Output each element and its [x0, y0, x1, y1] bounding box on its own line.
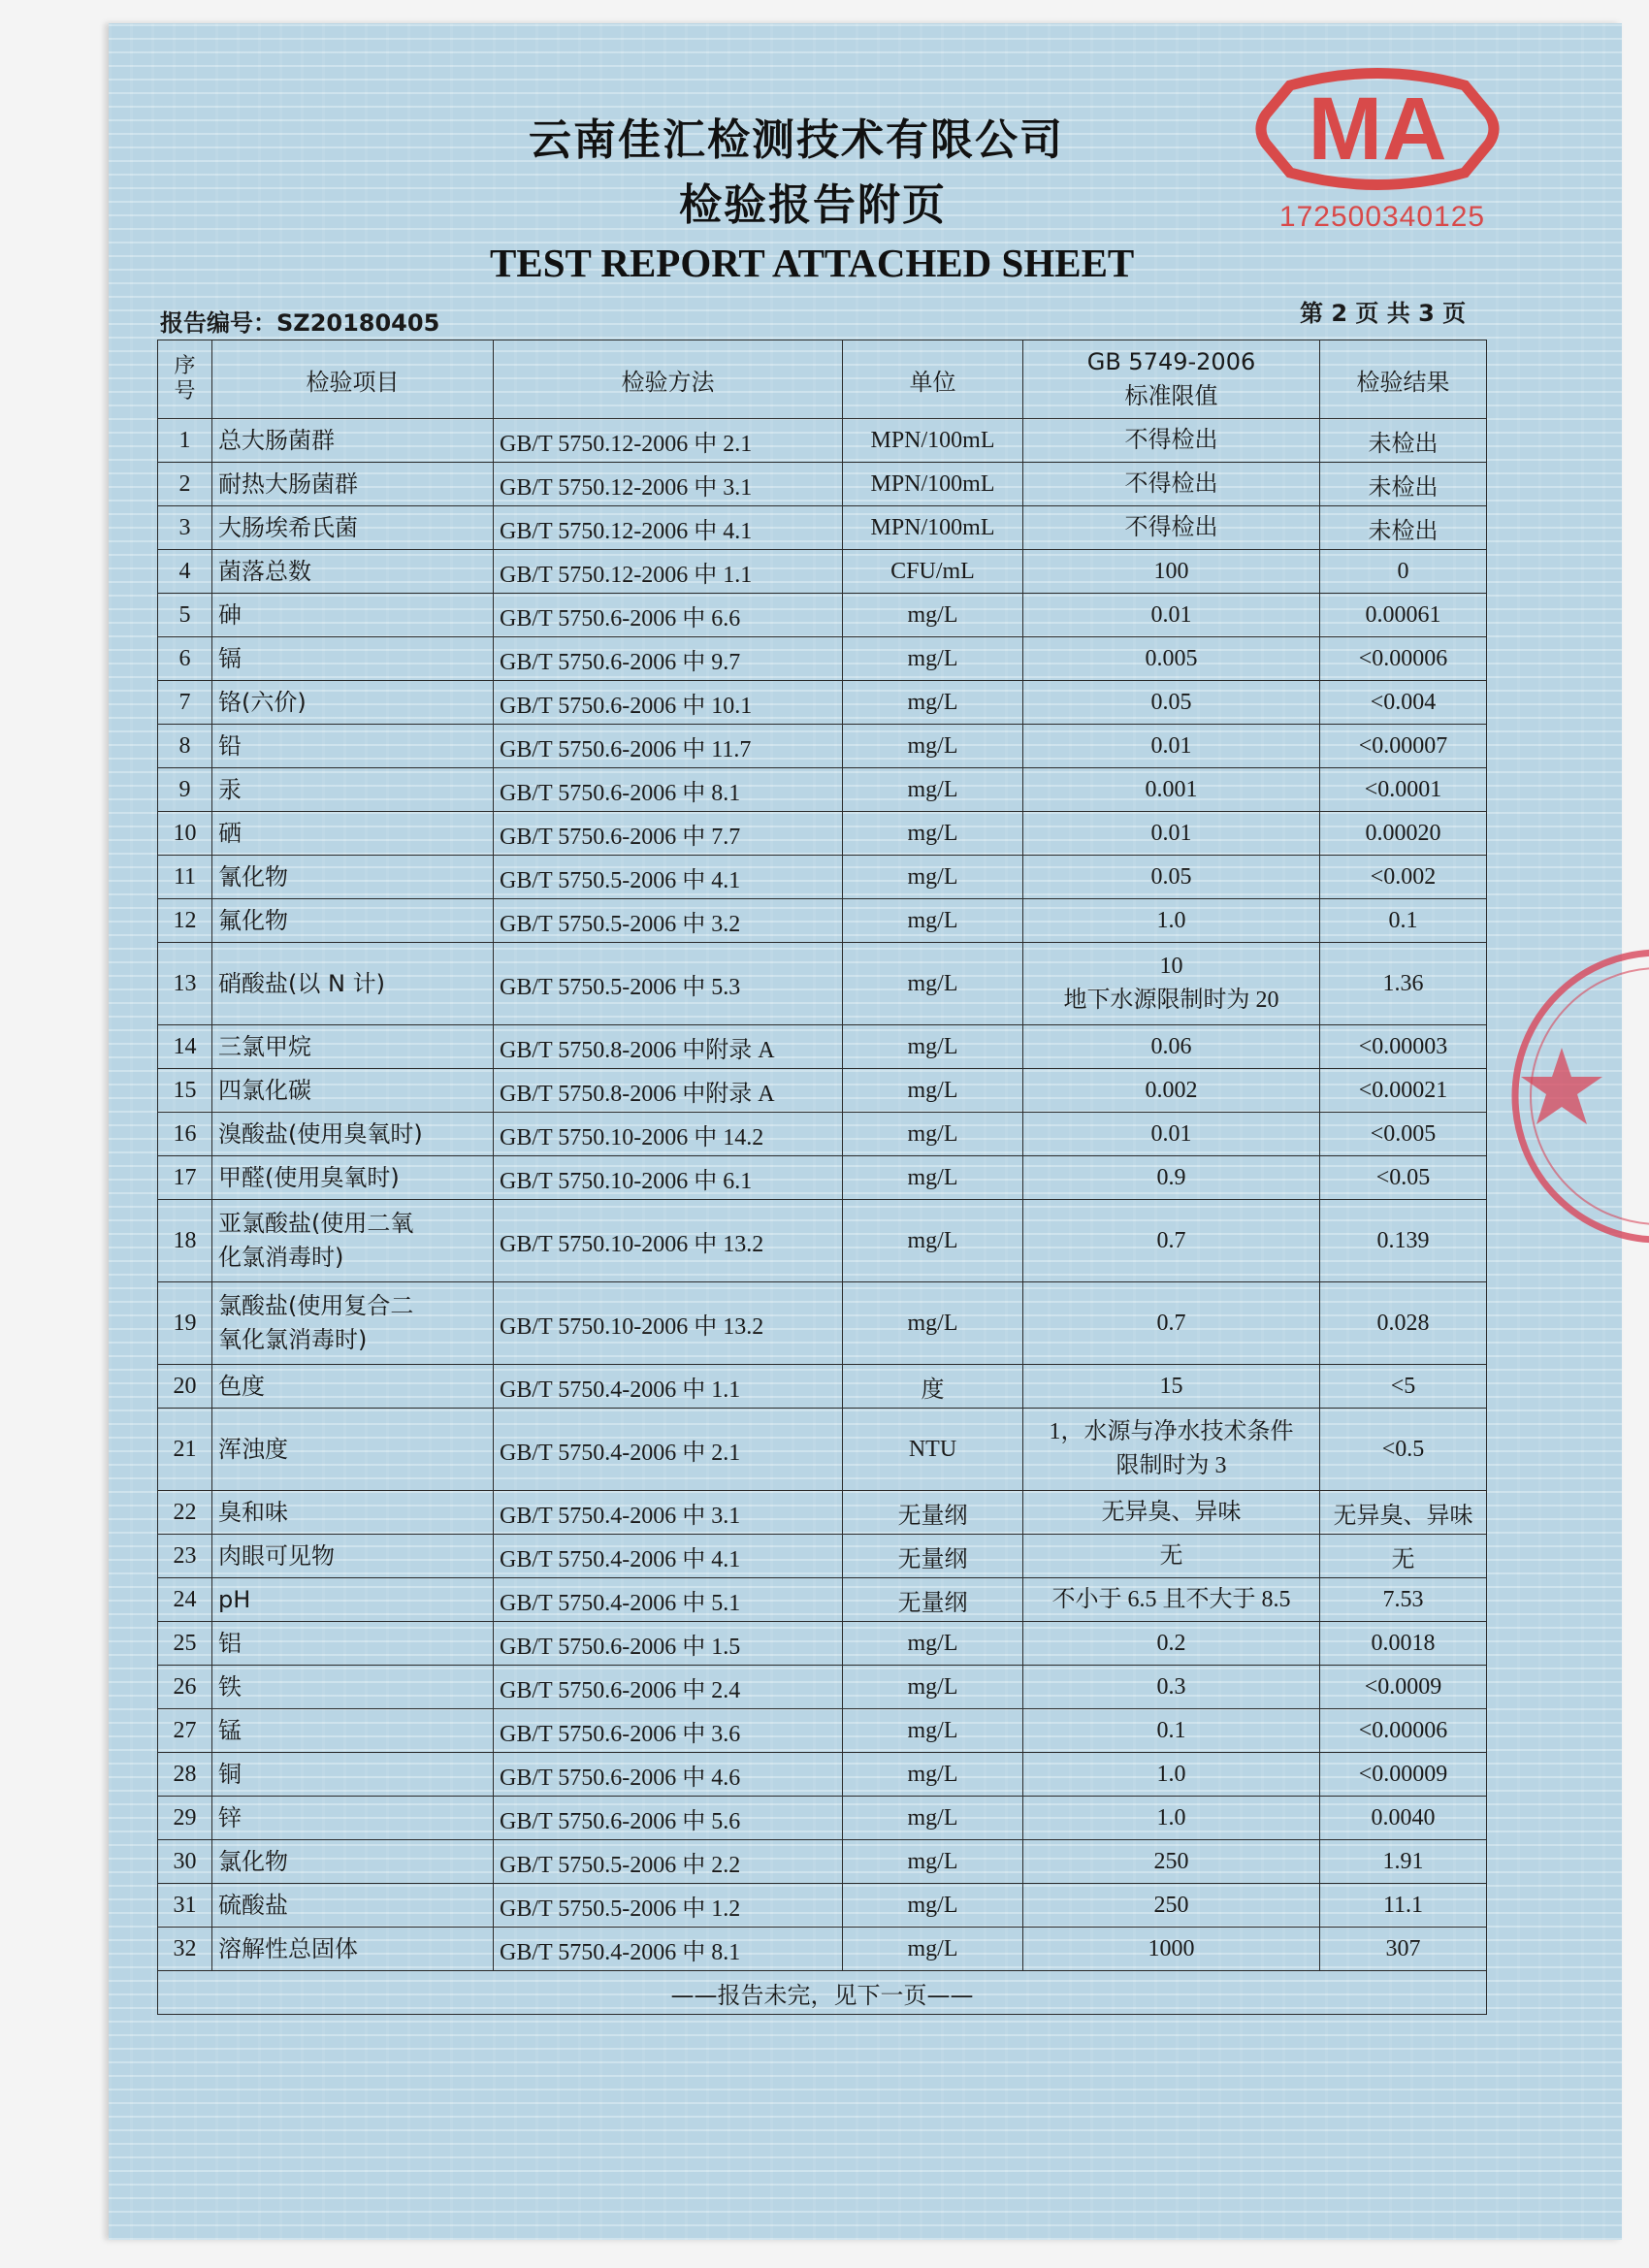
cell-result: 7.53 [1320, 1578, 1487, 1622]
cell-method: GB/T 5750.4-2006 中 2.1 [494, 1409, 843, 1491]
cell-item: 铬(六价) [212, 681, 494, 725]
cell-unit: 无量纲 [843, 1535, 1023, 1578]
table-row [158, 681, 1487, 725]
cell-unit: mg/L [843, 1709, 1023, 1753]
cell-no: 32 [158, 1928, 212, 1971]
cell-result: 0.00020 [1320, 812, 1487, 856]
table-row [158, 1884, 1487, 1928]
cell-method: GB/T 5750.6-2006 中 7.7 [494, 812, 843, 856]
table-row [158, 1928, 1487, 1971]
cell-method: GB/T 5750.6-2006 中 2.4 [494, 1666, 843, 1709]
cell-item: pH [212, 1578, 494, 1622]
cell-limit: 1.0 [1023, 1797, 1320, 1840]
table-row [158, 812, 1487, 856]
cell-item: 硝酸盐(以 N 计) [212, 943, 494, 1025]
cell-no: 4 [158, 550, 212, 594]
table-row [158, 856, 1487, 899]
cell-no: 29 [158, 1797, 212, 1840]
cell-limit: 0.01 [1023, 594, 1320, 637]
table-row [158, 1365, 1487, 1409]
cell-limit: 0.001 [1023, 768, 1320, 812]
cell-unit: mg/L [843, 768, 1023, 812]
col-header-unit: 单位 [843, 340, 1023, 419]
cell-result: 0.028 [1320, 1282, 1487, 1365]
cell-limit: 0.06 [1023, 1025, 1320, 1069]
cell-item: 镉 [212, 637, 494, 681]
table-row [158, 899, 1487, 943]
cell-limit: 0.002 [1023, 1069, 1320, 1113]
cell-result: <5 [1320, 1365, 1487, 1409]
table-row [158, 506, 1487, 550]
cell-no: 2 [158, 463, 212, 506]
table-row [158, 1409, 1487, 1491]
cell-item: 总大肠菌群 [212, 419, 494, 463]
cell-item: 菌落总数 [212, 550, 494, 594]
cell-no: 20 [158, 1365, 212, 1409]
cell-no: 12 [158, 899, 212, 943]
cell-no: 21 [158, 1409, 212, 1491]
cma-mark-logo [1251, 66, 1504, 192]
table-row [158, 1200, 1487, 1282]
cell-result: 0.00061 [1320, 594, 1487, 637]
table-row [158, 550, 1487, 594]
cell-limit: 0.7 [1023, 1282, 1320, 1365]
cell-limit: 无 [1023, 1535, 1320, 1578]
cell-no: 3 [158, 506, 212, 550]
cell-method: GB/T 5750.6-2006 中 8.1 [494, 768, 843, 812]
cell-no: 1 [158, 419, 212, 463]
cell-limit: 0.05 [1023, 856, 1320, 899]
cell-method: GB/T 5750.12-2006 中 4.1 [494, 506, 843, 550]
cell-unit: 度 [843, 1365, 1023, 1409]
cell-unit: mg/L [843, 681, 1023, 725]
cell-no: 18 [158, 1200, 212, 1282]
cell-result: 0.1 [1320, 899, 1487, 943]
cell-no: 16 [158, 1113, 212, 1156]
table-row [158, 1797, 1487, 1840]
cell-result: 1.91 [1320, 1840, 1487, 1884]
page-counter: 第 2 页 共 3 页 [1300, 300, 1467, 327]
cell-unit: NTU [843, 1409, 1023, 1491]
table-row [158, 463, 1487, 506]
cell-limit: 不小于 6.5 且不大于 8.5 [1023, 1578, 1320, 1622]
table-row [158, 725, 1487, 768]
test-results-table [157, 340, 1487, 2015]
cell-method: GB/T 5750.6-2006 中 6.6 [494, 594, 843, 637]
cell-result: <0.00021 [1320, 1069, 1487, 1113]
cell-unit: 无量纲 [843, 1491, 1023, 1535]
table-row [158, 1156, 1487, 1200]
cell-limit: 0.7 [1023, 1200, 1320, 1282]
cell-limit: 不得检出 [1023, 419, 1320, 463]
cell-item: 三氯甲烷 [212, 1025, 494, 1069]
cell-result: <0.5 [1320, 1409, 1487, 1491]
table-row [158, 419, 1487, 463]
cell-limit: 250 [1023, 1884, 1320, 1928]
cell-limit: 0.2 [1023, 1622, 1320, 1666]
cell-item: 锰 [212, 1709, 494, 1753]
cell-limit: 0.1 [1023, 1709, 1320, 1753]
cell-item: 溶解性总固体 [212, 1928, 494, 1971]
cell-no: 23 [158, 1535, 212, 1578]
page-subtitle: 检验报告附页 [679, 180, 947, 230]
cell-result: 0.139 [1320, 1200, 1487, 1282]
cell-method: GB/T 5750.12-2006 中 2.1 [494, 419, 843, 463]
cell-item: 铁 [212, 1666, 494, 1709]
cell-unit: mg/L [843, 1666, 1023, 1709]
cell-unit: mg/L [843, 1753, 1023, 1797]
cell-result: 无异臭、异味 [1320, 1491, 1487, 1535]
cell-unit: mg/L [843, 899, 1023, 943]
cell-item: 甲醛(使用臭氧时) [212, 1156, 494, 1200]
cell-limit: 100 [1023, 550, 1320, 594]
cell-result: <0.00009 [1320, 1753, 1487, 1797]
col-header-limit: GB 5749-2006 标准限值 [1023, 340, 1320, 419]
cell-unit: mg/L [843, 1025, 1023, 1069]
cell-method: GB/T 5750.6-2006 中 3.6 [494, 1709, 843, 1753]
cell-method: GB/T 5750.12-2006 中 3.1 [494, 463, 843, 506]
cell-limit: 15 [1023, 1365, 1320, 1409]
cell-method: GB/T 5750.10-2006 中 6.1 [494, 1156, 843, 1200]
cell-unit: mg/L [843, 1113, 1023, 1156]
company-name: 云南佳汇检测技术有限公司 [529, 115, 1064, 165]
cell-no: 31 [158, 1884, 212, 1928]
report-number-label: 报告编号： [160, 309, 276, 337]
ma-certificate-number: 172500340125 [1278, 201, 1486, 233]
cell-result: <0.004 [1320, 681, 1487, 725]
cell-result: <0.005 [1320, 1113, 1487, 1156]
cell-result: 0.0040 [1320, 1797, 1487, 1840]
cell-item: 四氯化碳 [212, 1069, 494, 1113]
cell-unit: mg/L [843, 637, 1023, 681]
table-row [158, 637, 1487, 681]
cell-method: GB/T 5750.4-2006 中 4.1 [494, 1535, 843, 1578]
cell-method: GB/T 5750.6-2006 中 9.7 [494, 637, 843, 681]
cell-no: 14 [158, 1025, 212, 1069]
cell-result: <0.00006 [1320, 637, 1487, 681]
table-row [158, 1666, 1487, 1709]
cell-result: 0.0018 [1320, 1622, 1487, 1666]
cell-method: GB/T 5750.4-2006 中 5.1 [494, 1578, 843, 1622]
cell-method: GB/T 5750.8-2006 中附录 A [494, 1069, 843, 1113]
cell-unit: mg/L [843, 812, 1023, 856]
cell-unit: 无量纲 [843, 1578, 1023, 1622]
cell-unit: mg/L [843, 594, 1023, 637]
cell-method: GB/T 5750.5-2006 中 1.2 [494, 1884, 843, 1928]
cell-limit: 1000 [1023, 1928, 1320, 1971]
cell-item: 锌 [212, 1797, 494, 1840]
cell-no: 24 [158, 1578, 212, 1622]
continued-note: ——报告未完，见下一页—— [158, 1971, 1487, 2015]
cell-item: 硫酸盐 [212, 1884, 494, 1928]
table-row [158, 594, 1487, 637]
cell-method: GB/T 5750.5-2006 中 2.2 [494, 1840, 843, 1884]
cell-item: 大肠埃希氏菌 [212, 506, 494, 550]
cell-no: 27 [158, 1709, 212, 1753]
cell-item: 溴酸盐(使用臭氧时) [212, 1113, 494, 1156]
cell-item: 氯化物 [212, 1840, 494, 1884]
cell-no: 26 [158, 1666, 212, 1709]
cell-unit: mg/L [843, 725, 1023, 768]
cell-unit: MPN/100mL [843, 506, 1023, 550]
cell-unit: mg/L [843, 943, 1023, 1025]
cell-method: GB/T 5750.10-2006 中 13.2 [494, 1282, 843, 1365]
cell-result: 未检出 [1320, 506, 1487, 550]
cell-item: 硒 [212, 812, 494, 856]
table-row [158, 1622, 1487, 1666]
table-body [158, 419, 1487, 1971]
cell-result: 11.1 [1320, 1884, 1487, 1928]
cell-limit: 1.0 [1023, 899, 1320, 943]
table-row [158, 1113, 1487, 1156]
cell-unit: mg/L [843, 1884, 1023, 1928]
cell-limit: 10 地下水源限制时为 20 [1023, 943, 1320, 1025]
cell-item: 铝 [212, 1622, 494, 1666]
cell-unit: CFU/mL [843, 550, 1023, 594]
page-title-en: TEST REPORT ATTACHED SHEET [490, 241, 1135, 285]
cell-result: <0.05 [1320, 1156, 1487, 1200]
cell-no: 30 [158, 1840, 212, 1884]
col-header-no: 序 号 [158, 340, 212, 419]
cell-no: 6 [158, 637, 212, 681]
cell-no: 17 [158, 1156, 212, 1200]
cell-item: 铜 [212, 1753, 494, 1797]
cell-method: GB/T 5750.6-2006 中 4.6 [494, 1753, 843, 1797]
cell-unit: mg/L [843, 1069, 1023, 1113]
cell-method: GB/T 5750.5-2006 中 5.3 [494, 943, 843, 1025]
cell-result: 0 [1320, 550, 1487, 594]
cell-method: GB/T 5750.10-2006 中 13.2 [494, 1200, 843, 1282]
cell-method: GB/T 5750.5-2006 中 4.1 [494, 856, 843, 899]
table-row [158, 1282, 1487, 1365]
cell-method: GB/T 5750.4-2006 中 1.1 [494, 1365, 843, 1409]
table-row [158, 1025, 1487, 1069]
cell-result: 307 [1320, 1928, 1487, 1971]
cell-unit: mg/L [843, 1797, 1023, 1840]
cell-limit: 0.005 [1023, 637, 1320, 681]
cell-method: GB/T 5750.4-2006 中 3.1 [494, 1491, 843, 1535]
report-number-value: SZ20180405 [276, 309, 440, 337]
cell-item: 氰化物 [212, 856, 494, 899]
cell-limit: 无异臭、异味 [1023, 1491, 1320, 1535]
ma-mark-text: MA [1308, 80, 1447, 178]
cell-item: 臭和味 [212, 1491, 494, 1535]
cell-unit: MPN/100mL [843, 463, 1023, 506]
cell-unit: mg/L [843, 1200, 1023, 1282]
cell-limit: 0.3 [1023, 1666, 1320, 1709]
cell-result: 未检出 [1320, 463, 1487, 506]
company-seal-stamp [1494, 946, 1649, 1247]
cell-limit: 不得检出 [1023, 506, 1320, 550]
cell-result: <0.00007 [1320, 725, 1487, 768]
table-header-row [158, 340, 1487, 419]
col-header-item: 检验项目 [212, 340, 494, 419]
cell-limit: 0.01 [1023, 812, 1320, 856]
cell-no: 13 [158, 943, 212, 1025]
table-row [158, 1709, 1487, 1753]
cell-method: GB/T 5750.12-2006 中 1.1 [494, 550, 843, 594]
cell-method: GB/T 5750.6-2006 中 5.6 [494, 1797, 843, 1840]
cell-method: GB/T 5750.6-2006 中 11.7 [494, 725, 843, 768]
cell-unit: mg/L [843, 1840, 1023, 1884]
cell-item: 氟化物 [212, 899, 494, 943]
cell-no: 8 [158, 725, 212, 768]
cell-result: 未检出 [1320, 419, 1487, 463]
cell-unit: MPN/100mL [843, 419, 1023, 463]
cell-limit: 0.01 [1023, 725, 1320, 768]
cell-unit: mg/L [843, 1622, 1023, 1666]
cell-limit: 0.01 [1023, 1113, 1320, 1156]
cell-unit: mg/L [843, 856, 1023, 899]
cell-no: 10 [158, 812, 212, 856]
cell-unit: mg/L [843, 1928, 1023, 1971]
cell-item: 浑浊度 [212, 1409, 494, 1491]
table-row [158, 1535, 1487, 1578]
cell-no: 7 [158, 681, 212, 725]
cell-result: <0.0009 [1320, 1666, 1487, 1709]
cell-result: <0.0001 [1320, 768, 1487, 812]
cell-limit: 0.9 [1023, 1156, 1320, 1200]
cell-unit: mg/L [843, 1156, 1023, 1200]
col-header-method: 检验方法 [494, 340, 843, 419]
cell-no: 22 [158, 1491, 212, 1535]
cell-method: GB/T 5750.4-2006 中 8.1 [494, 1928, 843, 1971]
cell-no: 19 [158, 1282, 212, 1365]
cell-limit: 1.0 [1023, 1753, 1320, 1797]
cell-no: 25 [158, 1622, 212, 1666]
cell-no: 9 [158, 768, 212, 812]
table-row [158, 1491, 1487, 1535]
col-header-result: 检验结果 [1320, 340, 1487, 419]
table-row [158, 768, 1487, 812]
cell-method: GB/T 5750.10-2006 中 14.2 [494, 1113, 843, 1156]
cell-limit: 250 [1023, 1840, 1320, 1884]
table-row [158, 1069, 1487, 1113]
cell-method: GB/T 5750.5-2006 中 3.2 [494, 899, 843, 943]
cell-result: <0.00006 [1320, 1709, 1487, 1753]
table-row [158, 1578, 1487, 1622]
cell-method: GB/T 5750.6-2006 中 1.5 [494, 1622, 843, 1666]
cell-no: 11 [158, 856, 212, 899]
cell-item: 肉眼可见物 [212, 1535, 494, 1578]
report-number [160, 304, 439, 338]
cell-method: GB/T 5750.6-2006 中 10.1 [494, 681, 843, 725]
cell-item: 铅 [212, 725, 494, 768]
cell-limit: 1，水源与净水技术条件 限制时为 3 [1023, 1409, 1320, 1491]
cell-item: 耐热大肠菌群 [212, 463, 494, 506]
cell-item: 氯酸盐(使用复合二 氧化氯消毒时) [212, 1282, 494, 1365]
table-footer-row [158, 1971, 1487, 2015]
cell-result: 无 [1320, 1535, 1487, 1578]
cell-result: <0.00003 [1320, 1025, 1487, 1069]
cell-item: 亚氯酸盐(使用二氧 化氯消毒时) [212, 1200, 494, 1282]
cell-item: 色度 [212, 1365, 494, 1409]
table-row [158, 943, 1487, 1025]
cell-limit: 不得检出 [1023, 463, 1320, 506]
cell-no: 15 [158, 1069, 212, 1113]
cell-result: 1.36 [1320, 943, 1487, 1025]
cell-limit: 0.05 [1023, 681, 1320, 725]
cell-unit: mg/L [843, 1282, 1023, 1365]
table-row [158, 1840, 1487, 1884]
cell-no: 28 [158, 1753, 212, 1797]
cell-item: 砷 [212, 594, 494, 637]
cell-item: 汞 [212, 768, 494, 812]
cell-result: <0.002 [1320, 856, 1487, 899]
cell-no: 5 [158, 594, 212, 637]
cell-method: GB/T 5750.8-2006 中附录 A [494, 1025, 843, 1069]
table-row [158, 1753, 1487, 1797]
